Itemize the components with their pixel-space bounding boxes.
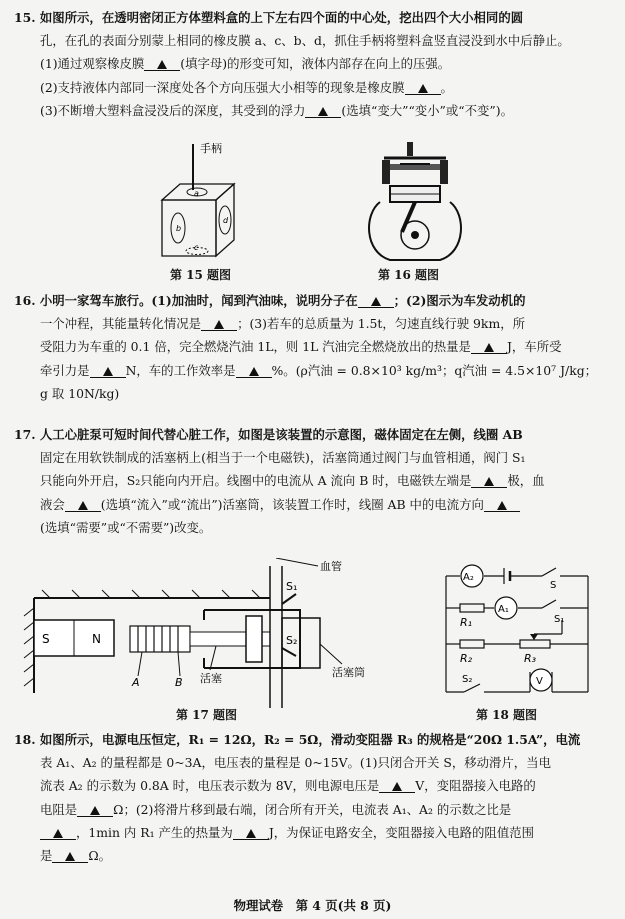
- answer-triangle-icon: [371, 297, 381, 306]
- answer-triangle-icon: [78, 501, 88, 510]
- answer-blank[interactable]: [40, 827, 76, 840]
- answer-triangle-icon: [246, 829, 256, 838]
- q15-part-1: (1)通过观察橡皮膜 (填字母)的形变可知，液体内部存在向上的压强。: [40, 56, 451, 72]
- answer-triangle-icon: [157, 60, 167, 69]
- voltmeter-v-label: V: [536, 676, 543, 687]
- figure-17-caption: 第 17 题图: [176, 708, 238, 722]
- q17-line-2: 固定在用软铁制成的活塞柄上(相当于一个电磁铁)，活塞筒通过阀门与血管相通，阀门 S₁: [40, 450, 526, 466]
- answer-blank[interactable]: [379, 780, 415, 793]
- q18-line-2: 表 A₁、A₂ 的量程都是 0~3A，电压表的量程是 0~15V。(1)只闭合开关 S，移动滑片，当电: [40, 755, 551, 771]
- q18-line-6: 是 Ω。: [40, 848, 112, 864]
- q17-line-5: (选填“需要”或“不需要”)改变。: [40, 519, 212, 535]
- answer-blank[interactable]: [52, 850, 88, 863]
- answer-blank[interactable]: [90, 365, 126, 378]
- q15-stem-line-1: 15. 如图所示，在透明密闭正方体塑料盒的上下左右四个面的中心处，挖出四个大小相同的圆: [14, 10, 524, 25]
- answer-triangle-icon: [65, 852, 75, 861]
- coil-b-label: B: [175, 676, 183, 689]
- q16-line-5: g 取 10N/kg): [40, 385, 120, 401]
- q16-line-2: 一个冲程，其能量转化情况是 ；(3)若车的总质量为 1.5t，匀速直线行驶 9km，所: [40, 316, 525, 332]
- answer-blank[interactable]: [144, 58, 180, 71]
- figure-15-caption: 第 15 题图: [170, 268, 232, 282]
- figure-18-caption: 第 18 题图: [476, 708, 538, 722]
- q15-part-2: (2)支持液体内部同一深度处各个方向压强大小相等的现象是橡皮膜 。: [40, 79, 453, 95]
- resistor-r1-label: R₁: [460, 616, 473, 629]
- switch-s2-label: S₂: [462, 674, 473, 685]
- answer-triangle-icon: [53, 829, 63, 838]
- figure-17-heart-pump: [20, 558, 410, 708]
- answer-triangle-icon: [90, 806, 100, 815]
- q15-part-3: (3)不断增大塑料盒浸没后的深度，其受到的浮力 (选填“变大”“变小”或“不变”)。: [40, 102, 513, 118]
- question-16: [14, 289, 610, 405]
- q16-line-4: 牵引力是 N，车的工作效率是 %。(ρ汽油 = 0.8×10³ kg/m³；q汽油 = 4.5×10⁷ J/kg；: [40, 362, 598, 378]
- answer-triangle-icon: [103, 367, 113, 376]
- answer-blank[interactable]: [65, 499, 101, 512]
- answer-blank[interactable]: [358, 295, 394, 308]
- resistor-r2-label: R₂: [460, 652, 473, 665]
- valve-s2-label: S₂: [286, 634, 298, 647]
- question-18: [14, 728, 610, 867]
- ammeter-a1-label: A₁: [498, 604, 509, 615]
- figure-16-engine: [360, 140, 470, 265]
- answer-triangle-icon: [318, 107, 328, 116]
- blood-vessel-label: 血管: [320, 560, 342, 573]
- answer-triangle-icon: [418, 84, 428, 93]
- q15-stem-line-2: 孔，在孔的表面分别蒙上相同的橡皮膜 a、c、b、d，抓住手柄将塑料盒竖直浸没到水中后静止。: [40, 33, 570, 49]
- answer-blank[interactable]: [236, 365, 272, 378]
- switch-s-label: S: [550, 580, 557, 591]
- q18-line-1: 18. 如图所示，电源电压恒定，R₁ = 12Ω，R₂ = 5Ω，滑动变阻器 R₃ 的规格是“20Ω 1.5A”，电流: [14, 732, 581, 747]
- answer-triangle-icon: [392, 782, 402, 791]
- cylinder-label: 活塞筒: [332, 666, 365, 679]
- q17-line-4: 液会 (选填“流入”或“流出”)活塞筒，该装置工作时，线圈 AB 中的电流方向: [14, 493, 610, 516]
- q17-line-3: 只能向外开启，S₂只能向内开启。线圈中的电流从 A 流向 B 时，电磁铁左端是 极，血: [40, 473, 545, 489]
- magnet-n-label: N: [92, 632, 101, 646]
- ammeter-a2-label: A₂: [463, 572, 474, 583]
- q16-line-3: 受阻力为车重的 0.1 倍，完全燃烧汽油 1L，则 1L 汽油完全燃烧放出的热量是 J，车所受: [40, 339, 562, 355]
- answer-triangle-icon: [497, 501, 507, 510]
- question-17: [14, 423, 610, 539]
- answer-triangle-icon: [214, 320, 224, 329]
- figure-15-cube: [150, 138, 250, 263]
- answer-blank[interactable]: [77, 804, 113, 817]
- membrane-b: b: [176, 224, 182, 233]
- switch-s1-label: S₁: [554, 614, 565, 625]
- q18-line-5: ，1min 内 R₁ 产生的热量为 J，为保证电路安全，变阻器接入电路的阻值范围: [14, 821, 610, 844]
- resistor-r3-label: R₃: [524, 652, 537, 665]
- q18-line-3: 流表 A₂ 的示数为 0.8A 时，电压表示数为 8V，则电源电压是 V，变阻器接入电路的: [40, 778, 536, 794]
- answer-blank[interactable]: [471, 341, 507, 354]
- piston-label: 活塞: [200, 672, 222, 685]
- answer-blank[interactable]: [471, 475, 507, 488]
- question-15: [14, 6, 610, 122]
- membrane-a: a: [194, 189, 199, 198]
- answer-triangle-icon: [249, 367, 259, 376]
- coil-a-label: A: [132, 676, 140, 689]
- answer-triangle-icon: [484, 477, 494, 486]
- q16-line-1: 16. 小明一家驾车旅行。(1)加油时，闻到汽油味，说明分子在 ；(2)图示为车发动机的: [14, 293, 526, 308]
- handle-label: 手柄: [200, 142, 222, 155]
- magnet-s-label: S: [42, 632, 50, 646]
- membrane-d: d: [223, 216, 229, 225]
- figure-18-circuit: [438, 562, 608, 702]
- valve-s1-label: S₁: [286, 580, 298, 593]
- q17-line-1: 17. 人工心脏泵可短时间代替心脏工作，如图是该装置的示意图，磁体固定在左侧，线圈 AB: [14, 427, 523, 442]
- answer-blank[interactable]: [201, 318, 237, 331]
- membrane-c: c: [194, 243, 199, 252]
- q18-line-4: 电阻是 Ω；(2)将滑片移到最右端，闭合所有开关，电流表 A₁、A₂ 的示数之比是: [40, 801, 512, 817]
- answer-blank[interactable]: [484, 499, 520, 512]
- answer-triangle-icon: [484, 343, 494, 352]
- answer-blank[interactable]: [405, 82, 441, 95]
- answer-blank[interactable]: [305, 105, 341, 118]
- answer-blank[interactable]: [233, 827, 269, 840]
- figure-16-caption: 第 16 题图: [378, 268, 440, 282]
- page-footer: 物理试卷 第 4 页(共 8 页): [233, 898, 392, 913]
